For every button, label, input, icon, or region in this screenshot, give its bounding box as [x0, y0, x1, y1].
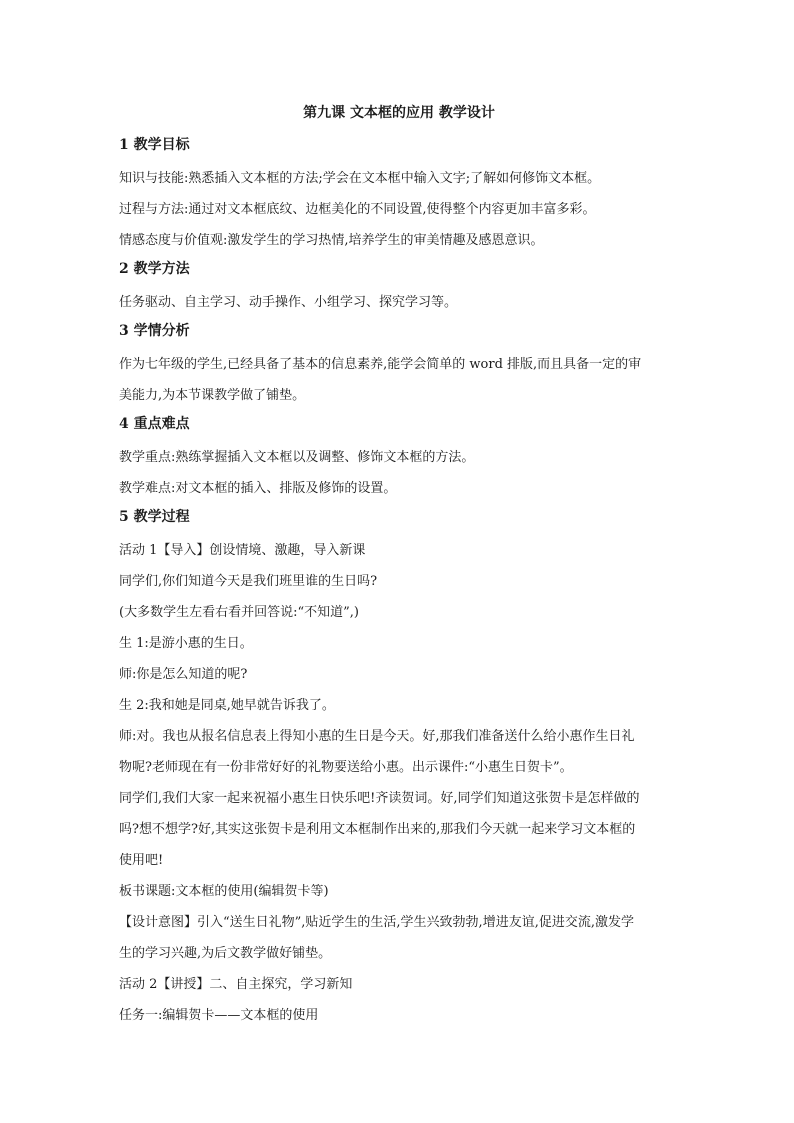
section-heading-analysis: 3 学情分析 — [119, 323, 190, 339]
activity-2-title: 活动 2【讲授】二、自主探究，学习新知 — [119, 977, 353, 992]
paragraph: 师:你是怎么知道的呢? — [119, 667, 248, 682]
difficult-point-text: 教学难点:对文本框的插入、排版及修饰的设置。 — [119, 481, 397, 496]
section-heading-methods: 2 教学方法 — [119, 261, 190, 277]
board-title-text: 板书课题:文本框的使用(编辑贺卡等) — [119, 884, 329, 899]
section-heading-objectives: 1 教学目标 — [119, 137, 190, 153]
activity-1-title: 活动 1【导入】创设情境、激趣，导入新课 — [119, 543, 366, 558]
paragraph: 生 1:是游小惠的生日。 — [119, 636, 253, 651]
key-point-text: 教学重点:熟练掌握插入文本框以及调整、修饰文本框的方法。 — [119, 450, 475, 465]
paragraph: 生 2:我和她是同桌,她早就告诉我了。 — [119, 698, 335, 713]
objective-emotion: 情感态度与价值观:激发学生的学习热情,培养学生的审美情趣及感恩意识。 — [119, 233, 544, 248]
paragraph: (大多数学生左看右看并回答说:“不知道”,) — [119, 605, 359, 620]
design-intent-line: 【设计意图】引入“送生日礼物”,贴近学生的生活,学生兴致勃勃,增进友谊,促进交流,激发学 — [119, 915, 634, 930]
objective-process: 过程与方法:通过对文本框底纹、边框美化的不同设置,使得整个内容更加丰富多彩。 — [119, 202, 596, 217]
objective-knowledge: 知识与技能:熟悉插入文本框的方法;学会在文本框中输入文字;了解如何修饰文本框。 — [119, 171, 601, 186]
paragraph-line: 吗?想不想学?好,其实这张贺卡是利用文本框制作出来的,那我们今天就一起来学习文本框的 — [119, 822, 636, 837]
analysis-text-line-1: 作为七年级的学生,已经具备了基本的信息素养,能学会简单的 word 排版,而且具备一定的审 — [119, 357, 642, 372]
document-title: 第九课 文本框的应用 教学设计 — [303, 105, 495, 121]
paragraph-line: 师:对。我也从报名信息表上得知小惠的生日是今天。好,那我们准备送什么给小惠作生日礼 — [119, 729, 635, 744]
paragraph-line: 使用吧! — [119, 853, 164, 868]
paragraph: 同学们,你们知道今天是我们班里谁的生日吗? — [119, 574, 378, 589]
document-body — [119, 100, 679, 1031]
paragraph-line: 物呢?老师现在有一份非常好好的礼物要送给小惠。出示课件:“小惠生日贺卡”。 — [119, 760, 573, 775]
methods-text: 任务驱动、自主学习、动手操作、小组学习、探究学习等。 — [119, 295, 458, 310]
section-heading-process: 5 教学过程 — [119, 509, 190, 525]
paragraph-line: 同学们,我们大家一起来祝福小惠生日快乐吧!齐读贺词。好,同学们知道这张贺卡是怎样做的 — [119, 791, 640, 806]
analysis-text-line-2: 美能力,为本节课教学做了铺垫。 — [119, 388, 306, 403]
design-intent-line: 生的学习兴趣,为后文教学做好铺垫。 — [119, 946, 332, 961]
task-1-title: 任务一:编辑贺卡——文本框的使用 — [119, 1008, 319, 1023]
section-heading-key-points: 4 重点难点 — [119, 416, 190, 432]
